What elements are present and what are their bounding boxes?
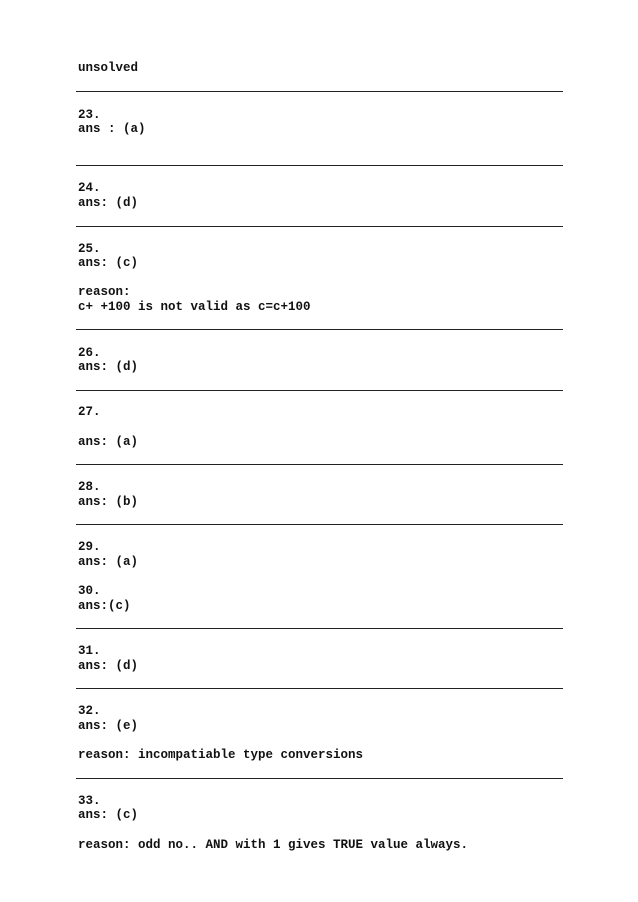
answer: ans: (a) xyxy=(78,435,139,449)
divider xyxy=(76,524,563,525)
divider xyxy=(76,91,563,92)
question-number: 24. xyxy=(78,181,101,195)
answer: ans: (b) xyxy=(78,495,139,509)
divider xyxy=(76,165,563,166)
reason-text: reason: odd no.. AND with 1 gives TRUE value always. xyxy=(78,838,469,852)
question-number: 23. xyxy=(78,108,101,122)
answer: ans: (c) xyxy=(78,808,139,822)
divider xyxy=(76,390,563,391)
question-number: 26. xyxy=(78,346,101,360)
answer: ans: (a) xyxy=(78,555,139,569)
divider xyxy=(76,226,563,227)
reason-label: reason: xyxy=(78,285,131,299)
answer: ans: (d) xyxy=(78,360,139,374)
question-number: 33. xyxy=(78,794,101,808)
question-number: 30. xyxy=(78,584,101,598)
header-text: unsolved xyxy=(78,61,139,75)
divider xyxy=(76,778,563,779)
question-number: 27. xyxy=(78,405,101,419)
question-number: 32. xyxy=(78,704,101,718)
answer: ans: (e) xyxy=(78,719,139,733)
question-number: 28. xyxy=(78,480,101,494)
answer: ans: (d) xyxy=(78,659,139,673)
reason-text: reason: incompatiable type conversions xyxy=(78,748,364,762)
divider xyxy=(76,464,563,465)
answer: ans:(c) xyxy=(78,599,131,613)
reason-text: c+ +100 is not valid as c=c+100 xyxy=(78,300,311,314)
answer: ans : (a) xyxy=(78,122,146,136)
divider xyxy=(76,329,563,330)
divider xyxy=(76,688,563,689)
question-number: 25. xyxy=(78,242,101,256)
answer: ans: (c) xyxy=(78,256,139,270)
question-number: 31. xyxy=(78,644,101,658)
answer: ans: (d) xyxy=(78,196,139,210)
divider xyxy=(76,628,563,629)
question-number: 29. xyxy=(78,540,101,554)
